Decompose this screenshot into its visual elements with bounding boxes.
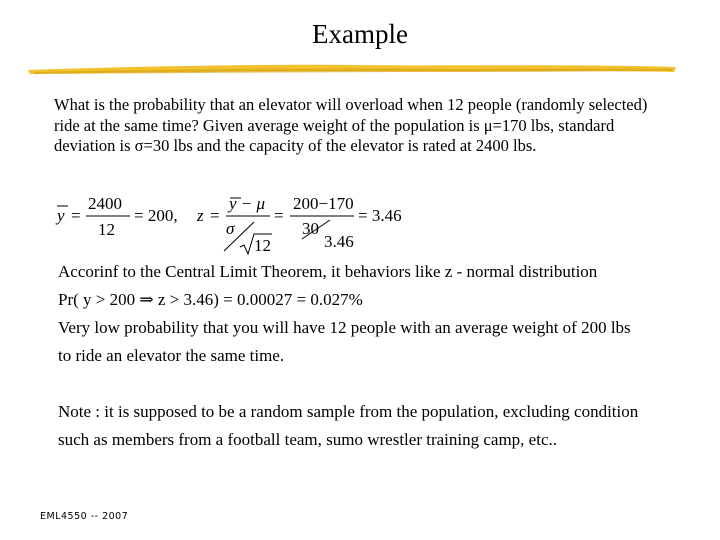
ybar-symbol: y bbox=[57, 206, 65, 225]
z-symbol: z bbox=[197, 206, 204, 225]
result-3: = 3.46 bbox=[358, 206, 402, 225]
conclusion-line-2: to ride an elevator the same time. bbox=[58, 346, 285, 365]
note-line-1: Note : it is supposed to be a random sample from the population, excluding condition bbox=[58, 402, 639, 421]
clt-statement: Accorinf to the Central Limit Theorem, it behaviors like z - normal distribution bbox=[58, 262, 598, 281]
course-footer: EML4550 -- 2007 bbox=[40, 511, 129, 522]
numerator-3: 200−170 bbox=[293, 194, 354, 213]
slide-title: Example bbox=[312, 19, 408, 49]
question-text: What is the probability that an elevator will overload when 12 people (randomly selected) ride at the same time? Given average weight of the population is μ=170 lbs, standard deviation is σ=30 lbs and the capacity of the elevator is rated at 2400 lbs. bbox=[54, 95, 648, 155]
probability-statement: Pr( y > 200 ⇒ z > 3.46) = 0.00027 = 0.027% bbox=[58, 290, 363, 309]
title-underline bbox=[24, 56, 680, 80]
equals-2: = bbox=[210, 206, 220, 225]
formula-block bbox=[54, 192, 434, 260]
denominator-2-sigma: σ bbox=[226, 219, 235, 238]
equals-1: = bbox=[71, 206, 81, 225]
note-line-2: such as members from a football team, sumo wrestler training camp, etc.. bbox=[58, 430, 557, 449]
denominator-3b: 3.46 bbox=[324, 232, 354, 251]
equals-3: = bbox=[274, 206, 284, 225]
denominator-2-root: 12 bbox=[254, 236, 271, 255]
numerator-1: 2400 bbox=[88, 194, 122, 213]
numerator-2: y − μ bbox=[229, 194, 266, 213]
conclusion-line-1: Very low probability that you will have 12 people with an average weight of 200 lbs bbox=[58, 318, 631, 337]
denominator-3: 30 bbox=[302, 219, 319, 238]
denominator-1: 12 bbox=[98, 220, 115, 239]
result-1: = 200, bbox=[134, 206, 178, 225]
